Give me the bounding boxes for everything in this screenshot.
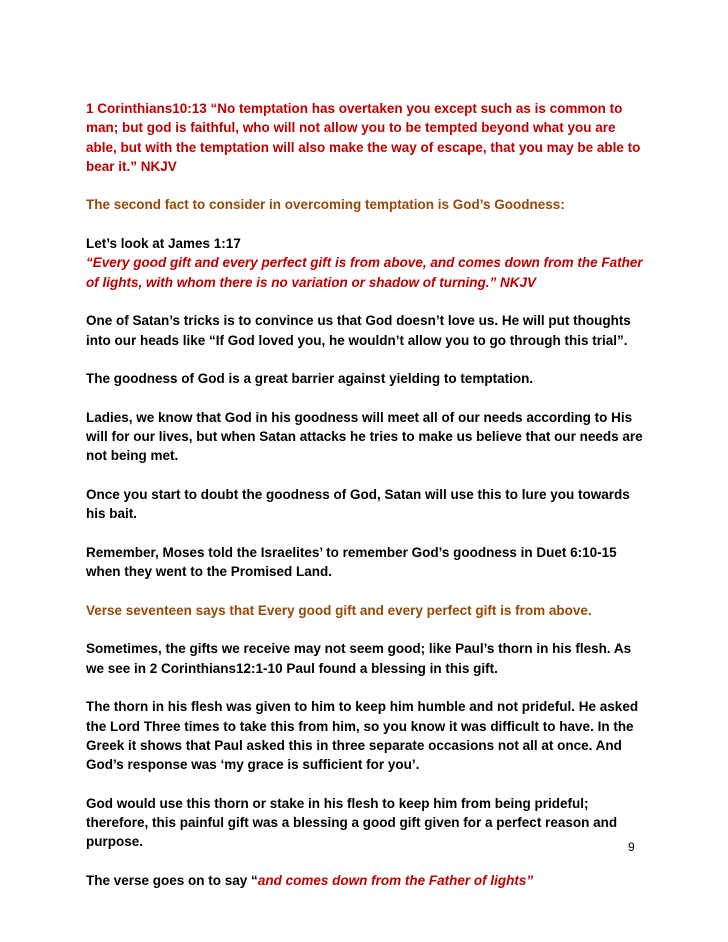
second-fact-heading: The second fact to consider in overcoming temptation is God’s Goodness: [86,197,565,213]
james-intro: Let’s look at James 1:17 [86,236,241,252]
page-body [86,99,646,909]
gifts-paragraph: Sometimes, the gifts we receive may not seem good; like Paul’s thorn in his flesh. As we see in 2 Corinthians12:1-10 Paul found a blessing in this gift. [86,641,632,676]
page-number: 9 [628,840,635,854]
goodness-barrier-paragraph: The goodness of God is a great barrier against yielding to temptation. [86,371,534,387]
ladies-paragraph: Ladies, we know that God in his goodness will meet all of our needs according to His will for our lives, but when Satan attacks he tries to make us believe that our needs are not being met. [86,409,643,464]
stake-paragraph: God would use this thorn or stake in his flesh to keep him from being prideful; therefore, this painful gift was a blessing a good gift given for a perfect reason and purpose. [86,795,618,850]
corinthians-verse: 1 Corinthians10:13 “No temptation has overtaken you except such as is common to man; but god is faithful, who will not allow you to be tempted beyond what you are able, but with the temptation will also make the way of escape, that you may be able to bear it.” NKJV [86,101,641,174]
final-lead: The verse goes on to say “ [86,872,258,888]
final-quote: and comes down from the Father of lights” [257,872,534,888]
doubt-paragraph: Once you start to doubt the goodness of God, Satan will use this to lure you towards his bait. [86,486,630,522]
james-quote: “Every good gift and every perfect gift is from above, and comes down from the Father of lights, with whom there is no variation or shadow of turning.” NKJV [86,255,643,290]
thorn-paragraph: The thorn in his flesh was given to him to keep him humble and not prideful. He asked the Lord Three times to take this from him, so you know it was difficult to have. In the Greek it shows that Paul asked this in three separate occasions not all at once. And God’s response was ‘my grace is sufficient for you’. [86,699,639,773]
satan-tricks-paragraph: One of Satan’s tricks is to convince us that God doesn’t love us. He will put thoughts into our heads like “If God loved you, he wouldn’t allow you to go through this trial”. [86,313,631,348]
james-paragraph [86,234,646,292]
moses-paragraph: Remember, Moses told the Israelites’ to remember God’s goodness in Duet 6:10-15 when they went to the Promised Land. [86,544,617,580]
verse-seventeen-paragraph: Verse seventeen says that Every good gift and every perfect gift is from above. [86,602,592,618]
final-paragraph [86,871,646,890]
